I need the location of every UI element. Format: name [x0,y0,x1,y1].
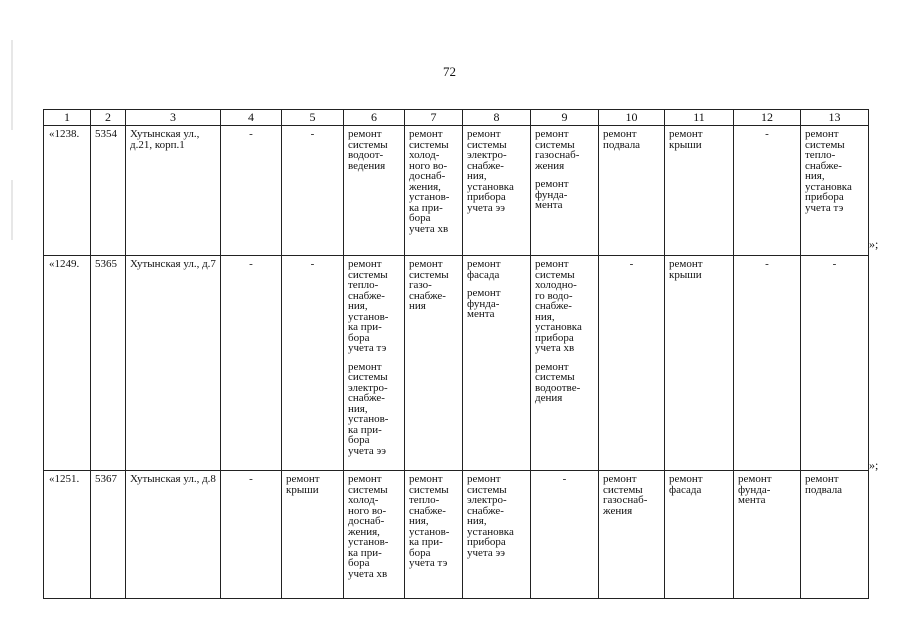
work-text-line: тепло- [348,279,379,291]
work-text-line: учета ээ [467,201,505,214]
work-text-line: крыши [669,138,702,151]
row-number-cell: «1238. [44,126,91,256]
work-text-line: ведения [348,159,386,172]
table-row [44,126,869,256]
work-text-line: ка при- [409,536,443,548]
building-code-cell: 5367 [91,471,126,599]
work-text-line: ремонт [467,287,501,299]
work-cell-c4: - [221,471,282,599]
work-text-line: подвала [805,483,843,496]
header-row [44,110,869,126]
closing-quote: »; [869,458,879,472]
work-text-line: жения [603,504,633,517]
work-text-line: системы [348,268,388,281]
work-text-line: учета тэ [409,557,448,569]
work-text-line: крыши [286,483,319,496]
work-text-line: газо- [409,279,432,291]
work-cell-c10 [599,471,665,599]
table-row [44,471,869,599]
work-text-line: ремонт [467,128,501,140]
work-text-line: ремонт [348,360,382,373]
work-text-line: ремонт [409,128,443,140]
work-text-line: фунда- [467,297,500,310]
work-text-line: учета ээ [467,546,505,559]
work-text-line: го водо- [535,289,573,302]
work-text-line: учета тэ [348,342,387,354]
work-text-line: фунда- [535,188,568,201]
work-cell-c11 [665,256,734,471]
work-cell-c13: - [801,256,869,471]
work-text-line: снабже- [535,300,572,312]
address-cell: Хутынская ул., д.21, корп.1 [126,126,221,256]
work-text-line: подвала [603,138,641,151]
work-text-line: бора [348,557,370,569]
work-text-line: ния, [409,515,429,527]
work-text-line: снабже- [805,159,842,172]
column-header: 4 [221,110,282,126]
work-text-line: снабже- [467,159,504,172]
work-cell-c7 [405,256,463,471]
work-text-line: фунда- [738,483,771,496]
work-text-line: дения [535,392,563,404]
work-text-line: крыши [669,268,702,281]
work-text-line: ремонт [348,258,382,270]
work-text-line: электро- [348,381,388,394]
row-number-cell: «1249. [44,256,91,471]
work-text-line: водоот- [348,149,384,161]
work-text-line: ния, [467,170,487,182]
column-header: 6 [344,110,405,126]
work-text-line: бора [409,212,431,224]
work-text-line: мента [738,494,766,506]
work-text-line: ремонт [348,128,382,140]
work-cell-c9 [531,256,599,471]
work-text-line: установ- [348,413,389,425]
work-text-line: прибора [805,191,844,203]
work-text-line: системы [348,371,388,383]
work-cell-c8 [463,256,531,471]
work-text-line: учета хв [535,342,575,354]
work-text-line: установ- [348,310,389,323]
work-text-line: ремонт [286,473,320,485]
work-text-line: ремонт [409,473,443,485]
work-text-line: тепло- [409,494,440,506]
work-text-line: ремонт [669,258,703,270]
work-text-line: фасада [467,268,500,281]
repair-schedule-table [43,109,869,599]
work-cell-c6 [344,471,405,599]
work-text-line: ного во- [409,159,448,172]
work-text-line: фасада [669,483,702,496]
work-text-line: доснаб- [348,515,385,527]
work-cell-c6 [344,256,405,471]
column-header: 5 [282,110,344,126]
work-text-line: ремонт [603,128,637,140]
work-cell-c4: - [221,126,282,256]
work-text-line: жения, [348,525,380,538]
building-code-cell: 5365 [91,256,126,471]
work-text-line: системы [805,138,845,151]
work-text-line: ремонт [467,473,501,485]
work-text-line: ремонт [535,178,569,190]
work-text-line: ния, [348,300,368,312]
scan-margin-mark [11,40,13,130]
table-row [44,256,869,471]
work-text-line: снабже- [409,504,446,517]
column-header: 11 [665,110,734,126]
work-cell-c7 [405,471,463,599]
work-text-line: прибора [467,536,506,548]
work-text-line: доснаб- [409,170,446,182]
work-text-line: ния [409,300,426,312]
work-text-line: электро- [467,149,507,161]
work-text-line: ремонт [805,473,839,485]
address-cell: Хутынская ул., д.7 [126,256,221,471]
work-text-line: ка при- [348,546,382,559]
work-text-line: газоснаб- [603,494,648,506]
work-text-line: ремонт [467,258,501,270]
work-text-line: системы [409,268,449,281]
work-text-line: установка [535,321,582,333]
work-text-line: жения [535,159,565,172]
work-text-line: ремонт [535,360,569,373]
work-text-line: ного во- [348,504,387,517]
work-text-line: системы [348,138,388,151]
row-number-cell: «1251. [44,471,91,599]
work-text-line: холодно- [535,279,577,291]
work-text-line: ремонт [603,473,637,485]
work-text-line: ремонт [535,258,569,270]
work-cell-c10 [599,126,665,256]
work-cell-c12 [734,471,801,599]
work-text-line: системы [409,138,449,151]
work-text-line: прибора [535,331,574,344]
column-header: 13 [801,110,869,126]
work-cell-c13 [801,471,869,599]
page-number: 72 [443,64,456,79]
column-header: 8 [463,110,531,126]
work-text-line: снабже- [348,289,385,302]
work-text-line: ремонт [805,128,839,140]
address-cell: Хутынская ул., д.8 [126,471,221,599]
work-text-line: водоотве- [535,381,581,394]
work-text-line: системы [467,483,507,496]
work-text-line: установка [467,525,514,538]
work-text-line: установ- [409,191,450,203]
column-header: 10 [599,110,665,126]
work-text-line: мента [535,199,563,211]
work-text-line: учета хв [409,222,449,235]
work-text-line: ремонт [669,473,703,485]
work-text-line: системы [348,483,388,496]
column-header: 7 [405,110,463,126]
work-cell-c13 [801,126,869,256]
column-header: 2 [91,110,126,126]
work-text-line: бора [409,546,431,559]
work-cell-c4: - [221,256,282,471]
work-text-line: жения, [409,180,441,193]
column-header: 12 [734,110,801,126]
work-text-line: холод- [409,149,440,161]
work-text-line: снабже- [409,289,446,302]
work-text-line: ремонт [738,473,772,485]
work-text-line: газоснаб- [535,149,580,161]
work-text-line: учета тэ [805,201,844,214]
work-text-line: тепло- [805,149,836,161]
work-text-line: установка [805,180,852,193]
work-text-line: системы [603,483,643,496]
work-text-line: бора [348,331,370,344]
work-text-line: системы [535,138,575,151]
work-cell-c5: - [282,256,344,471]
work-cell-c7 [405,126,463,256]
closing-quote: »; [869,237,879,251]
work-text-line: учета ээ [348,444,386,457]
column-header: 3 [126,110,221,126]
work-cell-c5: - [282,126,344,256]
work-text-line: установка [467,180,514,193]
work-text-line: ремонт [409,258,443,270]
work-cell-c6 [344,126,405,256]
work-cell-c5 [282,471,344,599]
work-text-line: установ- [409,525,450,538]
scan-margin-mark [11,180,13,240]
work-text-line: холод- [348,494,379,506]
work-cell-c9: - [531,471,599,599]
work-cell-c9 [531,126,599,256]
work-text-line: ния, [467,515,487,527]
work-text-line: мента [467,308,495,320]
work-text-line: электро- [467,494,507,506]
work-text-line: ния, [348,402,368,415]
work-text-line: ремонт [669,128,703,140]
building-code-cell: 5354 [91,126,126,256]
work-text-line: снабже- [348,392,385,404]
work-text-line: снабже- [467,504,504,517]
work-cell-c8 [463,126,531,256]
table-body [44,110,869,599]
work-text-line: ремонт [348,473,382,485]
work-text-line: ремонт [535,128,569,140]
work-text-line: прибора [467,191,506,203]
work-text-line: ния, [805,170,825,182]
work-text-line: системы [535,268,575,281]
work-text-line: установ- [348,536,389,548]
column-header: 1 [44,110,91,126]
work-cell-c11 [665,471,734,599]
work-text-line: ка при- [409,201,443,214]
work-cell-c10: - [599,256,665,471]
work-cell-c12: - [734,256,801,471]
work-text-line: системы [409,483,449,496]
work-text-line: ка при- [348,423,382,436]
work-text-line: ния, [535,310,555,323]
work-text-line: бора [348,434,370,446]
work-text-line: ка при- [348,321,382,333]
work-cell-c12: - [734,126,801,256]
work-cell-c11 [665,126,734,256]
work-text-line: системы [467,138,507,151]
work-cell-c8 [463,471,531,599]
work-text-line: системы [535,371,575,383]
work-text-line: учета хв [348,567,388,580]
column-header: 9 [531,110,599,126]
